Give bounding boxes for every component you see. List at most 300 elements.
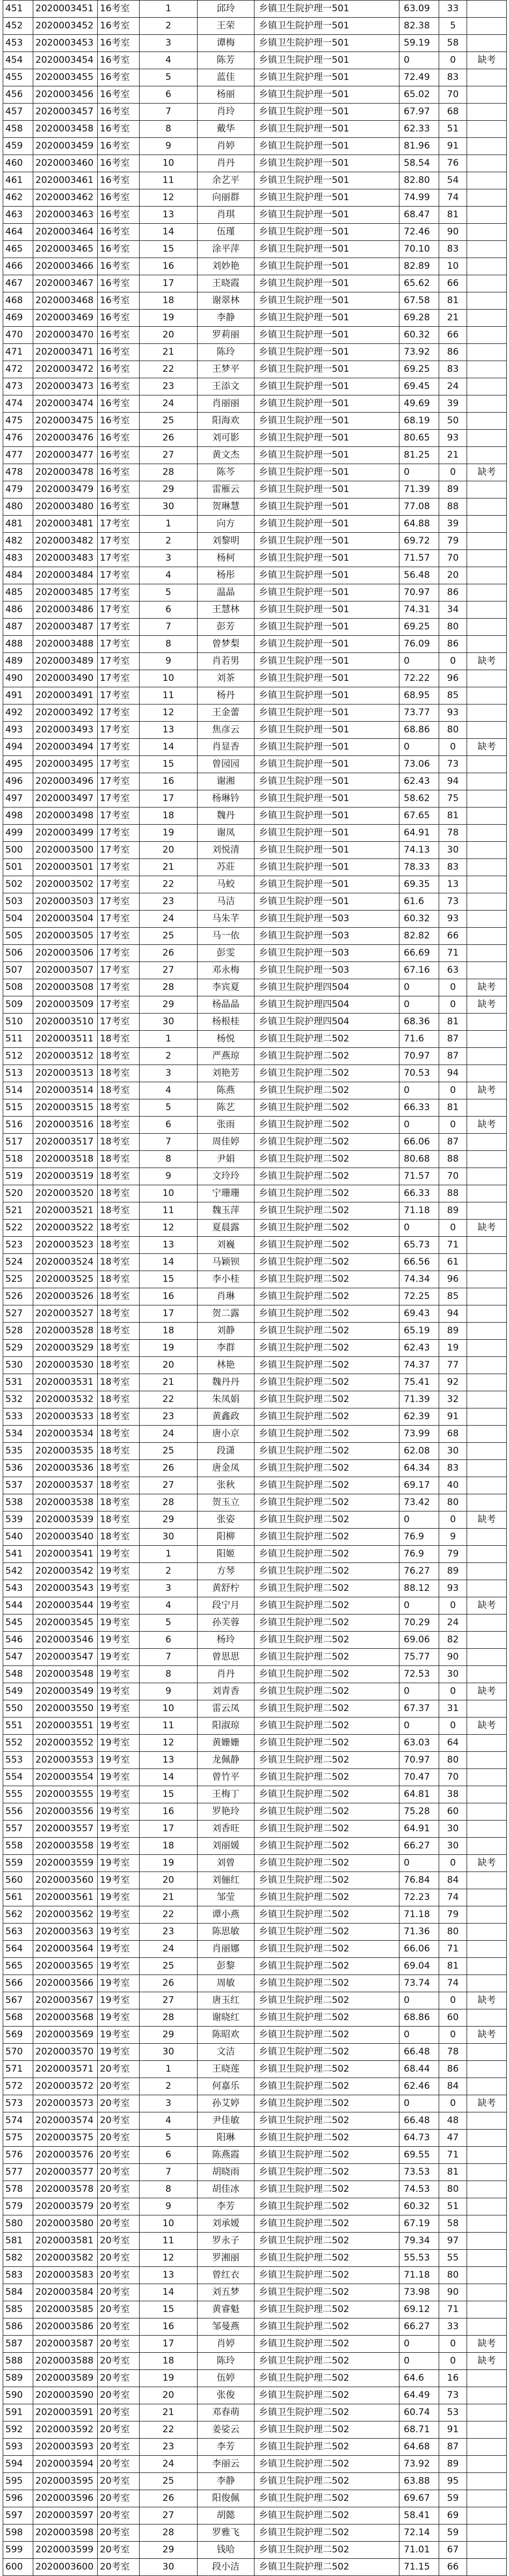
seat-number-cell: 11 [140,172,198,189]
rank-cell: 81 [439,808,467,825]
seq-cell: 566 [3,1975,33,1992]
remark-cell [467,1323,507,1340]
post-code-cell: 乡镇卫生院护理一501 [255,224,399,241]
exam-id-cell: 2020003509 [33,996,98,1014]
exam-room-cell: 16考室 [98,172,140,189]
rank-cell: 51 [439,121,467,138]
rank-cell: 86 [439,344,467,361]
candidate-name-cell: 段宁月 [198,1597,255,1614]
candidate-name-cell: 王添文 [198,378,255,395]
score-cell: 71.57 [399,550,439,567]
seat-number-cell: 9 [140,138,198,155]
score-cell: 63.03 [399,1735,439,1752]
seq-cell: 590 [3,2387,33,2404]
candidate-name-cell: 邓永梅 [198,962,255,979]
exam-room-cell: 18考室 [98,1374,140,1391]
table-row [3,2044,507,2061]
candidate-name-cell: 王梅丁 [198,1786,255,1803]
score-cell: 67.19 [399,2215,439,2233]
score-cell: 73.99 [399,1426,439,1443]
seq-cell: 550 [3,1700,33,1718]
exam-id-cell: 2020003554 [33,1769,98,1786]
post-code-cell: 乡镇卫生院护理二502 [255,1374,399,1391]
seq-cell: 525 [3,1271,33,1288]
exam-id-cell: 2020003481 [33,516,98,533]
seq-cell: 545 [3,1614,33,1632]
seat-number-cell: 5 [140,69,198,86]
post-code-cell: 乡镇卫生院护理二502 [255,2284,399,2301]
table-row [3,2061,507,2078]
exam-id-cell: 2020003530 [33,1357,98,1374]
candidate-name-cell: 谢湘 [198,773,255,790]
seq-cell: 564 [3,1941,33,1958]
table-row [3,756,507,773]
candidate-name-cell: 阳柳 [198,1529,255,1546]
candidate-name-cell: 戴华 [198,121,255,138]
remark-cell [467,687,507,704]
remark-cell [467,584,507,601]
remark-cell [467,224,507,241]
seq-cell: 479 [3,481,33,498]
exam-room-cell: 20考室 [98,2181,140,2198]
exam-id-cell: 2020003485 [33,584,98,601]
post-code-cell: 乡镇卫生院护理二502 [255,1357,399,1374]
seat-number-cell: 28 [140,2009,198,2027]
seq-cell: 486 [3,601,33,619]
remark-cell [467,1099,507,1117]
table-row [3,619,507,636]
remark-cell [467,876,507,893]
table-row [3,687,507,704]
post-code-cell: 乡镇卫生院护理一501 [255,189,399,207]
seq-cell: 598 [3,2524,33,2542]
seat-number-cell: 26 [140,1460,198,1477]
exam-id-cell: 2020003581 [33,2233,98,2250]
exam-room-cell: 19考室 [98,1718,140,1735]
exam-room-cell: 17考室 [98,670,140,687]
score-cell: 70.47 [399,1769,439,1786]
exam-id-cell: 2020003553 [33,1752,98,1769]
score-cell: 0 [399,1855,439,1872]
seq-cell: 600 [3,2559,33,2576]
exam-room-cell: 16考室 [98,258,140,275]
seq-cell: 565 [3,1958,33,1975]
post-code-cell: 乡镇卫生院护理一501 [255,790,399,808]
rank-cell: 93 [439,704,467,722]
exam-id-cell: 2020003480 [33,498,98,516]
post-code-cell: 乡镇卫生院护理二502 [255,2095,399,2112]
table-row [3,1323,507,1340]
post-code-cell: 乡镇卫生院护理二502 [255,1340,399,1357]
table-row [3,1185,507,1202]
exam-room-cell: 16考室 [98,1,140,18]
seq-cell: 526 [3,1288,33,1305]
candidate-name-cell: 李宾夏 [198,979,255,996]
post-code-cell: 乡镇卫生院护理二502 [255,2542,399,2559]
exam-id-cell: 2020003471 [33,344,98,361]
table-row [3,1477,507,1494]
exam-room-cell: 19考室 [98,2009,140,2027]
rank-cell: 86 [439,584,467,601]
exam-id-cell: 2020003458 [33,121,98,138]
exam-id-cell: 2020003508 [33,979,98,996]
post-code-cell: 乡镇卫生院护理二502 [255,1821,399,1838]
seat-number-cell: 9 [140,1683,198,1700]
exam-id-cell: 2020003532 [33,1391,98,1408]
exam-id-cell: 2020003586 [33,2318,98,2336]
exam-id-cell: 2020003522 [33,1220,98,1237]
seq-cell: 585 [3,2301,33,2318]
score-cell: 71.57 [399,1168,439,1185]
rank-cell: 88 [439,498,467,516]
table-row [3,1803,507,1821]
rank-cell: 32 [439,1391,467,1408]
score-cell: 0 [399,1683,439,1700]
seat-number-cell: 13 [140,207,198,224]
seq-cell: 599 [3,2542,33,2559]
remark-cell: 缺考 [467,1511,507,1529]
rank-cell: 94 [439,773,467,790]
exam-id-cell: 2020003561 [33,1889,98,1906]
exam-room-cell: 18考室 [98,1254,140,1271]
table-row [3,310,507,327]
exam-room-cell: 17考室 [98,1014,140,1031]
rank-cell: 0 [439,1082,467,1099]
candidate-name-cell: 刘五梦 [198,2284,255,2301]
table-row [3,2233,507,2250]
candidate-name-cell: 刘艳芳 [198,1065,255,1082]
exam-id-cell: 2020003550 [33,1700,98,1718]
seat-number-cell: 13 [140,722,198,739]
seat-number-cell: 28 [140,979,198,996]
post-code-cell: 乡镇卫生院护理一501 [255,395,399,413]
rank-cell: 89 [439,1202,467,1220]
exam-room-cell: 16考室 [98,241,140,258]
score-cell: 71.6 [399,1031,439,1048]
rank-cell: 0 [439,1855,467,1872]
candidate-name-cell: 彭芳 [198,619,255,636]
rank-cell: 91 [439,1408,467,1426]
table-row [3,670,507,687]
seq-cell: 579 [3,2198,33,2215]
table-row [3,361,507,378]
exam-room-cell: 17考室 [98,928,140,945]
seat-number-cell: 14 [140,739,198,756]
exam-room-cell: 16考室 [98,189,140,207]
exam-room-cell: 18考室 [98,1511,140,1529]
table-row [3,1082,507,1099]
candidate-name-cell: 刘青香 [198,1683,255,1700]
score-cell: 65.02 [399,86,439,104]
seq-cell: 466 [3,258,33,275]
seq-cell: 568 [3,2009,33,2027]
score-cell: 66.56 [399,1254,439,1271]
exam-id-cell: 2020003515 [33,1099,98,1117]
remark-cell [467,18,507,35]
seq-cell: 501 [3,859,33,876]
candidate-name-cell: 肖琳 [198,1288,255,1305]
seq-cell: 527 [3,1305,33,1323]
rank-cell: 80 [439,722,467,739]
exam-room-cell: 18考室 [98,1529,140,1546]
score-cell: 60.32 [399,327,439,344]
exam-id-cell: 2020003595 [33,2473,98,2490]
exam-room-cell: 20考室 [98,2284,140,2301]
rank-cell: 71 [439,945,467,962]
rank-cell: 64 [439,1735,467,1752]
seat-number-cell: 24 [140,1426,198,1443]
table-row [3,1099,507,1117]
seq-cell: 555 [3,1786,33,1803]
rank-cell: 83 [439,69,467,86]
exam-id-cell: 2020003592 [33,2421,98,2439]
post-code-cell: 乡镇卫生院护理一501 [255,155,399,172]
candidate-name-cell: 胡懿 [198,2507,255,2524]
rank-cell: 0 [439,653,467,670]
seat-number-cell: 5 [140,2130,198,2147]
exam-id-cell: 2020003520 [33,1185,98,1202]
score-cell: 69.17 [399,1477,439,1494]
candidate-name-cell: 肖琪 [198,207,255,224]
rank-cell: 10 [439,258,467,275]
seq-cell: 461 [3,172,33,189]
rank-cell: 0 [439,996,467,1014]
seat-number-cell: 19 [140,825,198,842]
seat-number-cell: 22 [140,1906,198,1924]
post-code-cell: 乡镇卫生院护理二502 [255,1700,399,1718]
score-cell: 72.25 [399,1288,439,1305]
exam-room-cell: 20考室 [98,2490,140,2507]
table-row [3,292,507,310]
seat-number-cell: 20 [140,1357,198,1374]
score-cell: 58.54 [399,155,439,172]
seq-cell: 589 [3,2370,33,2387]
rank-cell: 71 [439,1941,467,1958]
candidate-name-cell: 曾红衣 [198,2267,255,2284]
remark-cell [467,2061,507,2078]
remark-cell [467,722,507,739]
seq-cell: 546 [3,1632,33,1649]
post-code-cell: 乡镇卫生院护理一501 [255,172,399,189]
post-code-cell: 乡镇卫生院护理二502 [255,1838,399,1855]
score-cell: 70.53 [399,1065,439,1082]
rank-cell: 24 [439,378,467,395]
seq-cell: 485 [3,584,33,601]
seat-number-cell: 3 [140,2095,198,2112]
seq-cell: 505 [3,928,33,945]
seat-number-cell: 26 [140,945,198,962]
exam-room-cell: 16考室 [98,52,140,69]
score-cell: 0 [399,2353,439,2370]
rank-cell: 60 [439,1803,467,1821]
post-code-cell: 乡镇卫生院护理二502 [255,2353,399,2370]
remark-cell: 缺考 [467,2336,507,2353]
exam-id-cell: 2020003526 [33,1288,98,1305]
candidate-name-cell: 罗永子 [198,2233,255,2250]
post-code-cell: 乡镇卫生院护理二502 [255,2044,399,2061]
table-row [3,584,507,601]
rank-cell: 16 [439,2370,467,2387]
seat-number-cell: 8 [140,1666,198,1683]
candidate-name-cell: 林艳 [198,1357,255,1374]
score-cell: 62.43 [399,1340,439,1357]
seq-cell: 468 [3,292,33,310]
candidate-name-cell: 余艺平 [198,172,255,189]
table-row [3,2198,507,2215]
exam-id-cell: 2020003527 [33,1305,98,1323]
exam-room-cell: 20考室 [98,2301,140,2318]
candidate-name-cell: 龙佩静 [198,1752,255,1769]
seq-cell: 540 [3,1529,33,1546]
exam-room-cell: 16考室 [98,104,140,121]
exam-id-cell: 2020003518 [33,1151,98,1168]
table-row [3,1220,507,1237]
rank-cell: 86 [439,636,467,653]
exam-id-cell: 2020003505 [33,928,98,945]
table-row [3,52,507,69]
exam-id-cell: 2020003536 [33,1460,98,1477]
seat-number-cell: 26 [140,430,198,447]
rank-cell: 81 [439,2164,467,2181]
seq-cell: 583 [3,2267,33,2284]
score-cell: 82.38 [399,18,439,35]
candidate-name-cell: 伍婷 [198,2370,255,2387]
rank-cell: 89 [439,481,467,498]
table-row [3,155,507,172]
remark-cell [467,1546,507,1563]
candidate-name-cell: 唐小京 [198,1426,255,1443]
table-row [3,1168,507,1185]
exam-room-cell: 20考室 [98,2473,140,2490]
post-code-cell: 乡镇卫生院护理二502 [255,2112,399,2130]
remark-cell [467,1134,507,1151]
score-table [3,0,507,2576]
post-code-cell: 乡镇卫生院护理二502 [255,1048,399,1065]
candidate-name-cell: 谭梅 [198,35,255,52]
exam-room-cell: 18考室 [98,1031,140,1048]
post-code-cell: 乡镇卫生院护理一501 [255,550,399,567]
seat-number-cell: 29 [140,996,198,1014]
score-cell: 76.84 [399,1872,439,1889]
rank-cell: 63 [439,962,467,979]
post-code-cell: 乡镇卫生院护理一501 [255,275,399,292]
seat-number-cell: 27 [140,962,198,979]
exam-id-cell: 2020003529 [33,1340,98,1357]
rank-cell: 19 [439,1340,467,1357]
seat-number-cell: 5 [140,1614,198,1632]
seat-number-cell: 13 [140,2267,198,2284]
exam-id-cell: 2020003507 [33,962,98,979]
exam-id-cell: 2020003482 [33,533,98,550]
exam-room-cell: 20考室 [98,2404,140,2421]
seat-number-cell: 23 [140,1924,198,1941]
seq-cell: 460 [3,155,33,172]
seq-cell: 496 [3,773,33,790]
post-code-cell: 乡镇卫生院护理一501 [255,430,399,447]
score-cell: 49.69 [399,395,439,413]
table-row [3,121,507,138]
table-row [3,2130,507,2147]
post-code-cell: 乡镇卫生院护理一501 [255,893,399,911]
rank-cell: 84 [439,1872,467,1889]
exam-room-cell: 19考室 [98,1752,140,1769]
exam-id-cell: 2020003455 [33,69,98,86]
table-row [3,601,507,619]
score-cell: 0 [399,1117,439,1134]
exam-id-cell: 2020003544 [33,1597,98,1614]
remark-cell [467,2112,507,2130]
rank-cell: 70 [439,1769,467,1786]
rank-cell: 94 [439,1065,467,1082]
remark-cell: 缺考 [467,739,507,756]
rank-cell: 40 [439,1477,467,1494]
exam-room-cell: 20考室 [98,2318,140,2336]
rank-cell: 90 [439,2284,467,2301]
table-row [3,704,507,722]
exam-room-cell: 17考室 [98,653,140,670]
candidate-name-cell: 刘承嫒 [198,2215,255,2233]
exam-id-cell: 2020003576 [33,2147,98,2164]
remark-cell [467,2284,507,2301]
candidate-name-cell: 钱哈 [198,2542,255,2559]
post-code-cell: 乡镇卫生院护理二502 [255,2318,399,2336]
seat-number-cell: 9 [140,1168,198,1185]
rank-cell: 87 [439,1134,467,1151]
candidate-name-cell: 邓春萌 [198,2404,255,2421]
remark-cell [467,825,507,842]
candidate-name-cell: 唐金凤 [198,1460,255,1477]
remark-cell [467,808,507,825]
post-code-cell: 乡镇卫生院护理一501 [255,86,399,104]
rank-cell: 73 [439,893,467,911]
seat-number-cell: 20 [140,1872,198,1889]
candidate-name-cell: 曾思思 [198,1649,255,1666]
exam-room-cell: 18考室 [98,1305,140,1323]
remark-cell: 缺考 [467,1718,507,1735]
table-row [3,2078,507,2095]
exam-room-cell: 17考室 [98,756,140,773]
remark-cell: 缺考 [467,1597,507,1614]
score-cell: 74.13 [399,842,439,859]
post-code-cell: 乡镇卫生院护理二502 [255,1803,399,1821]
rank-cell: 51 [439,2198,467,2215]
seq-cell: 513 [3,1065,33,1082]
remark-cell [467,1786,507,1803]
score-cell: 73.92 [399,2456,439,2473]
candidate-name-cell: 李芳 [198,2198,255,2215]
remark-cell [467,2181,507,2198]
exam-id-cell: 2020003555 [33,1786,98,1803]
exam-room-cell: 17考室 [98,567,140,584]
seat-number-cell: 18 [140,292,198,310]
seat-number-cell: 21 [140,859,198,876]
exam-room-cell: 19考室 [98,1597,140,1614]
exam-id-cell: 2020003512 [33,1048,98,1065]
exam-id-cell: 2020003531 [33,1374,98,1391]
remark-cell [467,2421,507,2439]
seq-cell: 528 [3,1323,33,1340]
remark-cell [467,2542,507,2559]
score-cell: 70.97 [399,1048,439,1065]
score-cell: 74.99 [399,189,439,207]
seq-cell: 454 [3,52,33,69]
remark-cell [467,2370,507,2387]
remark-cell [467,2130,507,2147]
score-cell: 55.53 [399,2250,439,2267]
score-cell: 75.28 [399,1803,439,1821]
candidate-name-cell: 阳海欢 [198,413,255,430]
exam-room-cell: 17考室 [98,773,140,790]
